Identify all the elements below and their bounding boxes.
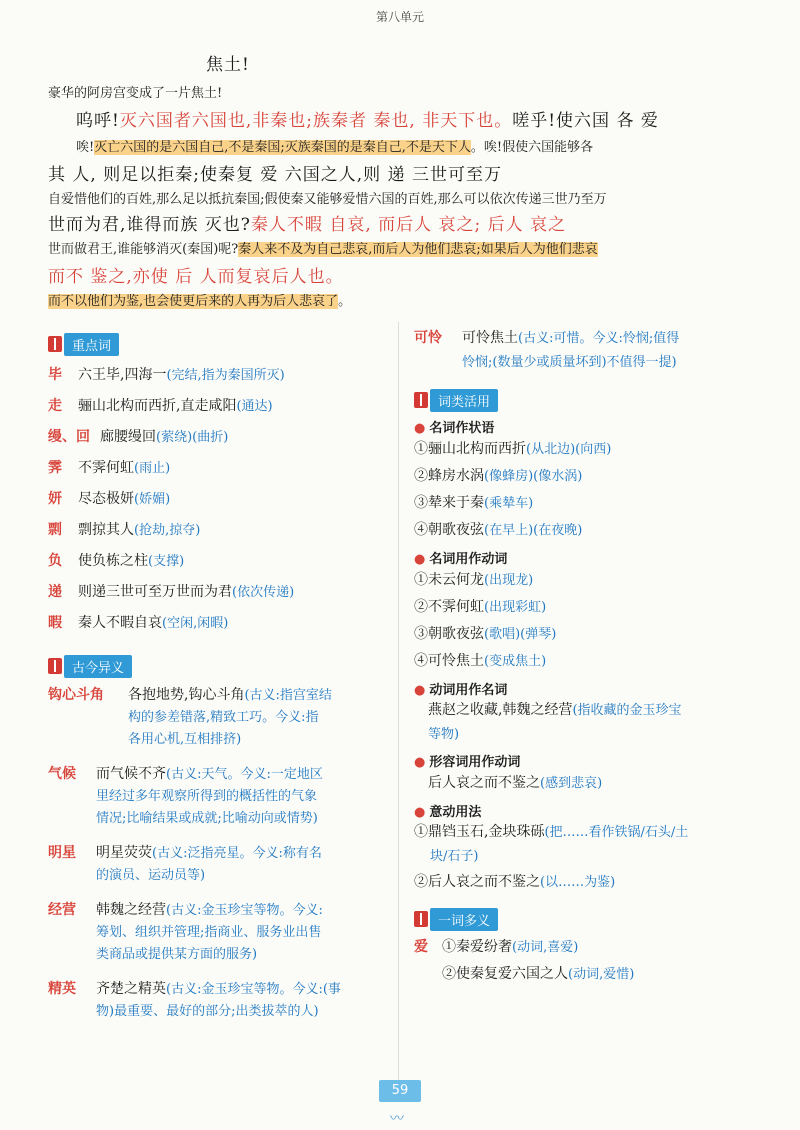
key-word-list <box>48 362 393 637</box>
ancient-modern-list <box>48 684 393 1023</box>
list-item: ③朝歌夜弦(歌唱)(弹琴) <box>414 626 557 642</box>
list-item: ①骊山北构而西折(从北边)(向西) <box>414 441 612 457</box>
list-item: ①鼎铛玉石,金块珠砾(把……看作铁锅/石头/土 块/石子) <box>414 824 689 864</box>
passage-translation-1: 豪华的阿房宫变成了一片焦土! <box>48 86 223 101</box>
list-item: 钩心斗角 各抱地势,钩心斗角(古义:指宫室结 构的参差错落,精致工巧。今义:指 各用心机,互相排挤) <box>48 687 332 747</box>
list-item: 霁 不霁何虹(雨止) <box>48 460 171 476</box>
passage-translation-5: 自爱惜他们的百姓,那么足以抵抗秦国;假使秦又能够爱惜六国的百姓,那么可以依次传递三世乃至万 <box>48 192 607 207</box>
list-item: 明星 明星荧荧(古义:泛指亮星。今义:称有名 的演员、运动员等) <box>48 845 322 883</box>
list-item: 走 骊山北构而西折,直走咸阳(通达) <box>48 398 273 414</box>
list-item: 递 则递三世可至万世而为君(依次传递) <box>48 584 295 600</box>
list-item: 后人哀之而不鉴之(感到悲哀) <box>428 775 603 791</box>
book-icon <box>414 392 428 408</box>
list-item: 气候 而气候不齐(古义:天气。今义:一定地区 里经过多年观察所得到的概括性的气象 情况;比喻结果或成就;比喻动向或情势) <box>48 766 323 826</box>
group-heading: ● 意动用法 <box>414 805 482 820</box>
section-header-key-words: 重点词 <box>48 333 119 355</box>
section-header-word-class: 词类活用 <box>414 389 764 411</box>
list-item: 暇 秦人不暇自哀(空闲,闲暇) <box>48 615 229 631</box>
unit-header: 第八单元 <box>375 10 424 24</box>
list-item: 精英 齐楚之精英(古义:金玉珍宝等物。今义:(事 物)最重要、最好的部分;出类拔萃的人) <box>48 981 341 1019</box>
right-column <box>414 326 764 988</box>
passage-line-3: 呜呼!灭六国者六国也,非秦也;族秦者 秦也, 非天下也。嗟乎!使六国 各 爱 <box>76 111 659 131</box>
passage-translation-9: 而不以他们为鉴,也会使更后来的人再为后人悲哀了。 <box>48 294 352 309</box>
list-item: ②蜂房水涡(像蜂房)(像水涡) <box>414 468 583 484</box>
page-number: 59 <box>379 1080 421 1102</box>
list-item: 毕 六王毕,四海一(完结,指为秦国所灭) <box>48 367 285 383</box>
group-heading: ● 形容词用作动词 <box>414 755 521 770</box>
book-icon <box>414 911 428 927</box>
list-item: 爱 ①秦爱纷奢(动词,喜爱) <box>414 939 579 955</box>
list-item: 负 使负栋之柱(支撑) <box>48 553 185 569</box>
book-icon <box>48 336 62 352</box>
passage-line-7: 世而为君,谁得而族 灭也?秦人不暇 自哀, 而后人 哀之; 后人 哀之 <box>48 215 567 235</box>
list-item: 燕赵之收藏,韩魏之经营(指收藏的金玉珍宝 等物) <box>428 702 682 742</box>
book-icon <box>48 658 62 674</box>
list-item: ④可怜焦土(变成焦土) <box>414 653 547 669</box>
list-item: 缦、回 廊腰缦回(萦绕)(曲折) <box>48 429 229 445</box>
passage-line-5: 其 人, 则足以拒秦;使秦复 爱 六国之人,则 递 三世可至万 <box>48 165 502 185</box>
list-item: ④朝歌夜弦(在早上)(在夜晚) <box>414 522 583 538</box>
column-divider <box>398 322 399 1082</box>
list-item: 妍 尽态极妍(娇媚) <box>48 491 171 507</box>
list-item: ②不霁何虹(出现彩虹) <box>414 599 547 615</box>
passage-line-1: 焦土! <box>206 55 250 75</box>
group-heading: ● 动词用作名词 <box>414 683 508 698</box>
group-heading: ● 名词作状语 <box>414 421 495 436</box>
wave-icon: 〰 <box>390 1111 404 1127</box>
list-item: ③辇来于秦(乘辇车) <box>414 495 534 511</box>
list-item: 可怜 可怜焦土(古义:可惜。今义:怜悯;值得 怜悯;(数量少或质量坏到)不值得一提) <box>414 330 680 370</box>
passage-translation-3: 唉!灭亡六国的是六国自己,不是秦国;灭族秦国的是秦自己,不是天下人。唉!假使六国能够各 <box>76 140 594 155</box>
group-heading: ● 名词用作动词 <box>414 552 508 567</box>
section-header-ancient-modern: 古今异义 <box>48 655 132 677</box>
list-item: 经营 韩魏之经营(古义:金玉珍宝等物。今义: 筹划、组织并管理;指商业、服务业出售 类商品或提供某方面的服务) <box>48 902 323 962</box>
section-header-polysemy: 一词多义 <box>414 908 764 930</box>
list-item: 剽 剽掠其人(抢劫,掠夺) <box>48 522 201 538</box>
passage-line-9: 而不 鉴之,亦使 后 人而复哀后人也。 <box>48 267 344 287</box>
list-item: ②使秦复爱六国之人(动词,爱惜) <box>442 966 635 982</box>
list-item: ①未云何龙(出现龙) <box>414 572 534 588</box>
passage-translation-7: 世而做君王,谁能够消灭(秦国)呢?秦人来不及为自己悲哀,而后人为他们悲哀;如果后人为他们悲哀 <box>48 242 598 257</box>
list-item: ②后人哀之而不鉴之(以……为鉴) <box>414 874 616 890</box>
